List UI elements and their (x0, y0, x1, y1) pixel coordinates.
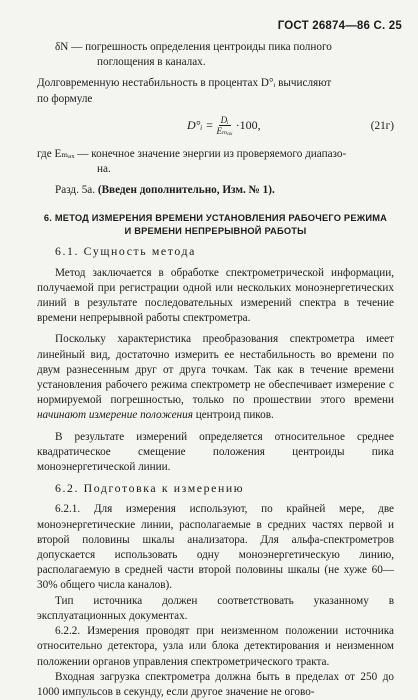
section-5a-note (37, 183, 394, 198)
paragraph-6-2-1: 6.2.1. Для измерения используют, по крайней мере, две моноэнергетические линии, располагаемые в средних частях первой и второй половины шкалы анализатора. Для альфа-спектрометров допускается использовать одну моноэнергетическую линию, располагаемую в средней части второй половины шкалы (не хуже 60—30% общего числа каналов). (37, 503, 394, 592)
paragraph-6-2-2: 6.2.2. Измерения проводят при неизменном положении источника относительно детектора, узла или блока детектирования и неизменном положении органов управления спектрометрического тракта. (37, 625, 394, 668)
delta-definition: δN — погрешность определения центроиды пика полного (55, 41, 332, 53)
section-6-title-line1: 6. МЕТОД ИЗМЕРЕНИЯ ВРЕМЕНИ УСТАНОВЛЕНИЯ РАБОЧЕГО РЕЖИМА (43, 213, 388, 224)
amendment-note: (Введен дополнительно, Изм. № 1). (97, 184, 275, 197)
formula-fraction (216, 115, 232, 136)
formula-tail: ·100, (235, 117, 261, 132)
paragraph-method: Метод заключается в обработке спектрометрической информации, получаемой при регистрации одной или нескольких моноэнергетических линий в результате последовательных измерений спектра в течение времени непрерывной работы спектрометра. (37, 266, 394, 325)
page-content (37, 40, 394, 700)
formula-21g (37, 113, 394, 143)
formula-number: (21г) (370, 119, 394, 132)
formula-denominator: Eₘₐₓ (216, 125, 233, 136)
formula-numerator: Dᵢ (220, 114, 229, 125)
section-6-title (37, 212, 394, 238)
paragraph-characteristic (37, 332, 394, 423)
subsection-6-1-heading: 6.1. Сущность метода (55, 244, 196, 259)
formula-lhs: D°ᵢ = (187, 117, 214, 132)
paragraph-input-load: Входная загрузка спектрометра должна быть в пределах от 250 до 1000 импульсов в секунду, если другое значение не огово- (37, 670, 394, 698)
where-definition-cont: на. (97, 163, 111, 176)
paragraph-characteristic-end: центроид пиков. (195, 409, 274, 422)
subsection-6-2-heading: 6.2. Подготовка к измерению (55, 481, 245, 496)
paragraph-source-type: Тип источника должен соответствовать указанному в эксплуатационных документах. (37, 594, 394, 622)
delta-definition-cont: поглощения в каналах. (97, 56, 206, 69)
paragraph-characteristic-text: Поскольку характеристика преобразования спектрометра имеет линейный вид, достаточно измерить ее нестабильность во времени по двум разнесенным друг от друга точкам. Так как в течение времени установления рабочего режима спектрометр не обеспечивает измерение с нормируемой погрешностью, только по прошествии этого времени (37, 333, 394, 407)
long-term-instability-text: Долговременную нестабильность в процентах D°ᵢ вычисляют (37, 77, 332, 90)
paragraph-characteristic-italic: начинают измерение положения (37, 409, 193, 422)
paragraph-result: В результате измерений определяется относительное среднее квадратическое смещение положения центроиды пика моноэнергетической линии. (37, 430, 394, 474)
by-formula-text: по формуле (37, 92, 93, 105)
page-header: ГОСТ 26874—86 С. 25 (277, 20, 402, 32)
section-5a-label: Разд. 5а. (55, 184, 96, 197)
where-definition: где Eₘₐₓ — конечное значение энергии из проверяемого диапазо- (37, 147, 347, 160)
section-6-title-line2: И ВРЕМЕНИ НЕПРЕРЫВНОЙ РАБОТЫ (124, 226, 307, 237)
